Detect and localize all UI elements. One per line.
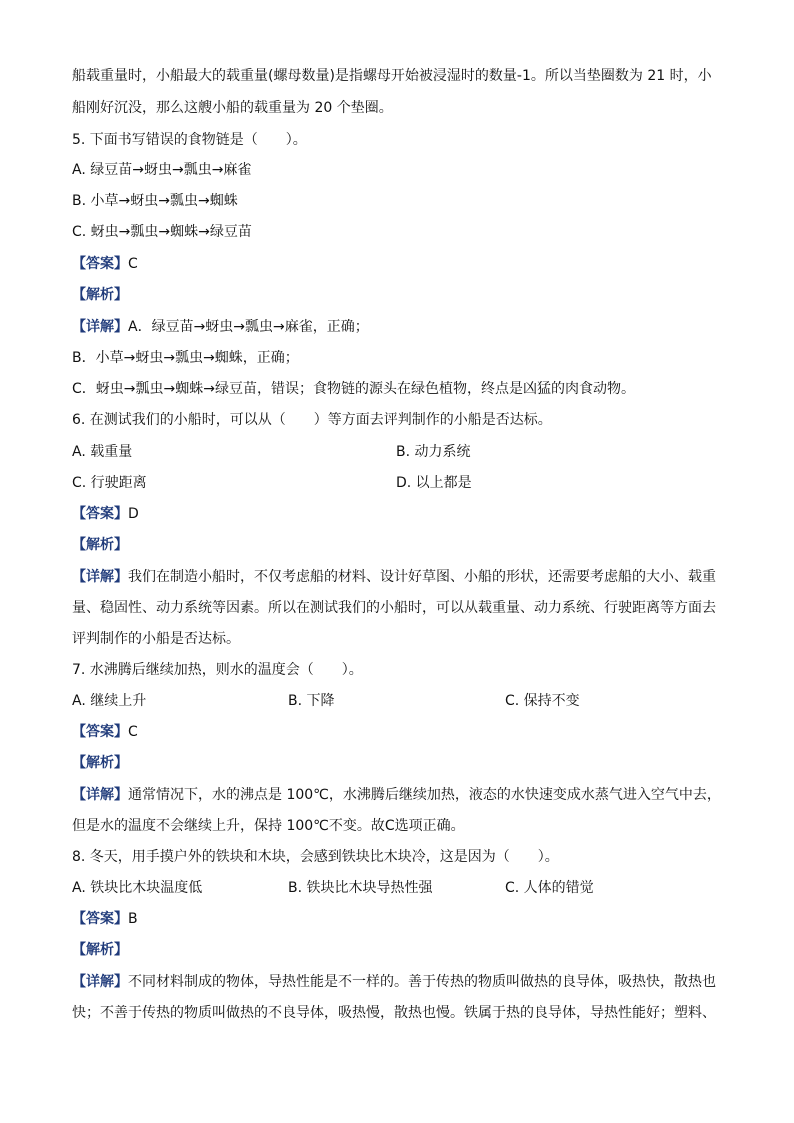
q8-option-a: A. 铁块比木块温度低 <box>72 880 203 896</box>
q5-option-c: C. 蚜虫→瓢虫→蜘蛛→绿豆苗 <box>72 224 252 240</box>
q6-detail-3: 评判制作的小船是否达标。 <box>72 631 240 647</box>
q5-analysis <box>72 285 722 305</box>
q5-option-b: B. 小草→蚜虫→瓢虫→蜘蛛 <box>72 193 238 209</box>
answer-value: B <box>128 911 138 927</box>
q7-option-b: B. 下降 <box>288 693 335 709</box>
q5-detail-1: 【详解】A．绿豆苗→蚜虫→瓢虫→麻雀，正确； <box>72 319 369 335</box>
q6-answer <box>72 504 722 524</box>
analysis-label: 【解析】 <box>72 537 128 553</box>
q7-option-c: C. 保持不变 <box>505 693 580 709</box>
q7-stem: 7. 水沸腾后继续加热，则水的温度会（ ）。 <box>72 662 363 678</box>
answer-value: D <box>128 506 139 522</box>
answer-value: C <box>128 724 138 740</box>
continuation-line-1: 船载重量时，小船最大的载重量(螺母数量)是指螺母开始被浸湿时的数量-1。所以当垫圈数为 21 时，小 <box>72 68 712 84</box>
detail-label: 【详解】 <box>72 569 128 585</box>
q5-answer <box>72 254 722 274</box>
answer-label: 【答案】 <box>72 911 128 927</box>
detail-label: 【详解】 <box>72 974 128 990</box>
q5-stem: 5. 下面书写错误的食物链是（ ）。 <box>72 132 307 148</box>
q5-option-a: A. 绿豆苗→蚜虫→瓢虫→麻雀 <box>72 162 252 178</box>
q8-option-c: C. 人体的错觉 <box>505 880 594 896</box>
q7-analysis <box>72 753 722 773</box>
q5-detail-3: C．蚜虫→瓢虫→蜘蛛→绿豆苗，错误；食物链的源头在绿色植物，终点是凶猛的肉食动物。 <box>72 381 635 397</box>
q6-option-b: B. 动力系统 <box>396 444 471 460</box>
q5-detail-2: B．小草→蚜虫→瓢虫→蜘蛛，正确； <box>72 350 299 366</box>
q8-option-b: B. 铁块比木块导热性强 <box>288 880 433 896</box>
q6-detail-2: 量、稳固性、动力系统等因素。所以在测试我们的小船时，可以从载重量、动力系统、行驶距离等方面去 <box>72 600 716 616</box>
answer-label: 【答案】 <box>72 506 128 522</box>
q7-detail-1: 【详解】通常情况下，水的沸点是 100℃，水沸腾后继续加热，液态的水快速变成水蒸气进入空气中去， <box>72 787 721 803</box>
q8-detail-1: 【详解】不同材料制成的物体，导热性能是不一样的。善于传热的物质叫做热的良导体，吸热快，散热也 <box>72 974 716 990</box>
q6-analysis <box>72 535 722 555</box>
continuation-line-2: 船刚好沉没，那么这艘小船的载重量为 20 个垫圈。 <box>72 100 393 116</box>
detail-label: 【详解】 <box>72 319 128 335</box>
analysis-label: 【解析】 <box>72 287 128 303</box>
q8-answer <box>72 909 722 929</box>
q6-option-a: A. 载重量 <box>72 444 133 460</box>
answer-label: 【答案】 <box>72 724 128 740</box>
q6-option-d: D. 以上都是 <box>396 475 472 491</box>
q6-option-c: C. 行驶距离 <box>72 475 147 491</box>
analysis-label: 【解析】 <box>72 942 128 958</box>
q7-detail-2: 但是水的温度不会继续上升，保持 100℃不变。故C选项正确。 <box>72 818 465 834</box>
q8-stem: 8. 冬天，用手摸户外的铁块和木块，会感到铁块比木块冷，这是因为（ ）。 <box>72 849 559 865</box>
analysis-label: 【解析】 <box>72 755 128 771</box>
answer-value: C <box>128 256 138 272</box>
q8-detail-2: 快；不善于传热的物质叫做热的不良导体，吸热慢，散热也慢。铁属于热的良导体，导热性能好；塑料、 <box>72 1005 716 1021</box>
q7-answer <box>72 722 722 742</box>
q8-analysis <box>72 940 722 960</box>
q7-option-a: A. 继续上升 <box>72 693 147 709</box>
detail-label: 【详解】 <box>72 787 128 803</box>
q6-detail-1: 【详解】我们在制造小船时，不仅考虑船的材料、设计好草图、小船的形状，还需要考虑船的大小、载重 <box>72 569 716 585</box>
answer-label: 【答案】 <box>72 256 128 272</box>
q6-stem: 6. 在测试我们的小船时，可以从（ ）等方面去评判制作的小船是否达标。 <box>72 412 552 428</box>
